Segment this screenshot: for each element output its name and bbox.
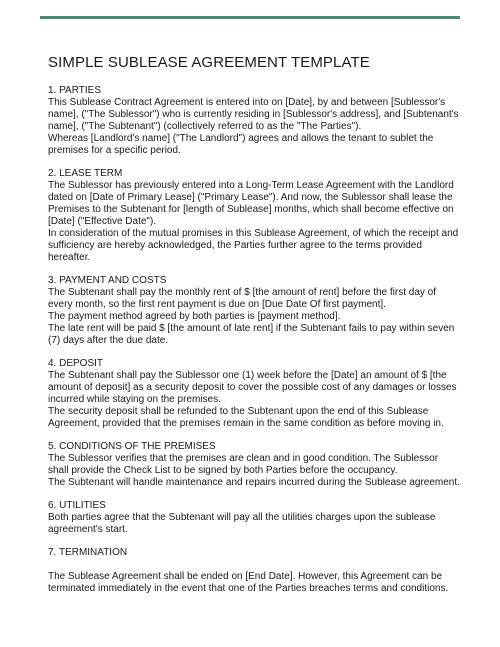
section-heading: 5. CONDITIONS OF THE PREMISES [48, 441, 216, 452]
section-heading: 2. LEASE TERM [48, 168, 123, 179]
section-paragraph: The payment method agreed by both parties is [payment method]. [48, 311, 341, 322]
section-parties [48, 85, 460, 157]
section-heading: 4. DEPOSIT [48, 358, 104, 369]
section-paragraph: The Subtenant shall pay the Sublessor one (1) week before the [Date] an amount of $ [the amount of deposit] as a security deposit to cover the possible cost of any damages or losses incurred while staying on the premises. [48, 370, 457, 405]
section-termination [48, 547, 460, 595]
section-paragraph: In consideration of the mutual promises in this Sublease Agreement, of which the receipt and sufficiency are hereby acknowledged, the Parties further agree to the terms provided hereafter. [48, 228, 459, 263]
section-utilities [48, 500, 460, 536]
document-page [48, 54, 460, 606]
spacer [48, 559, 460, 571]
section-paragraph: The Sublessor has previously entered into a Long-Term Lease Agreement with the Landlord dated on [Date of Primary Lease] ("Primary Lease"). And now, the Sublessor shall lease the Premises to the Subtenant for [length of Sublease] months, which shall become effective on [Date] ("Effective Date"). [48, 180, 454, 227]
section-conditions-of-premises [48, 441, 460, 489]
section-paragraph: The security deposit shall be refunded to the Subtenant upon the end of this Sublease Agreement, provided that the premises remain in the same condition as before moving in. [48, 406, 444, 429]
section-payment-and-costs [48, 275, 460, 347]
section-heading: 1. PARTIES [48, 85, 101, 96]
section-paragraph: The Sublease Agreement shall be ended on [End Date]. However, this Agreement can be terminated immediately in the event that one of the Parties breaches terms and conditions. [48, 571, 449, 594]
section-heading: 7. TERMINATION [48, 547, 128, 558]
section-paragraph: This Sublease Contract Agreement is entered into on [Date], by and between [Sublessor's name], ("The Sublessor") who is currently residing in [Sublessor's address], and [Subtenant's name], ("The Subtenant") (collectively referred to as the "The Parties"). [48, 97, 459, 132]
section-deposit [48, 358, 460, 430]
section-paragraph: The Sublessor verifies that the premises are clean and in good condition. The Sublessor shall provide the Check List to be signed by both Parties before the occupancy. [48, 453, 439, 476]
section-paragraph: The Subtenant shall pay the monthly rent of $ [the amount of rent] before the first day of every month, so the first rent payment is due on [Due Date Of first payment]. [48, 287, 437, 310]
section-heading: 3. PAYMENT AND COSTS [48, 275, 167, 286]
header-rule [40, 16, 460, 19]
section-paragraph: Whereas [Landlord's name] ("The Landlord") agrees and allows the tenant to sublet the premises for a specific period. [48, 133, 434, 156]
section-paragraph: The Subtenant will handle maintenance and repairs incurred during the Sublease agreement. [48, 477, 460, 488]
document-title: SIMPLE SUBLEASE AGREEMENT TEMPLATE [48, 54, 370, 71]
section-lease-term [48, 168, 460, 264]
section-heading: 6. UTILITIES [48, 500, 106, 511]
section-paragraph: Both parties agree that the Subtenant will pay all the utilities charges upon the sublease agreement's start. [48, 512, 436, 535]
section-paragraph: The late rent will be paid $ [the amount of late rent] if the Subtenant fails to pay within seven (7) days after the due date. [48, 323, 455, 346]
